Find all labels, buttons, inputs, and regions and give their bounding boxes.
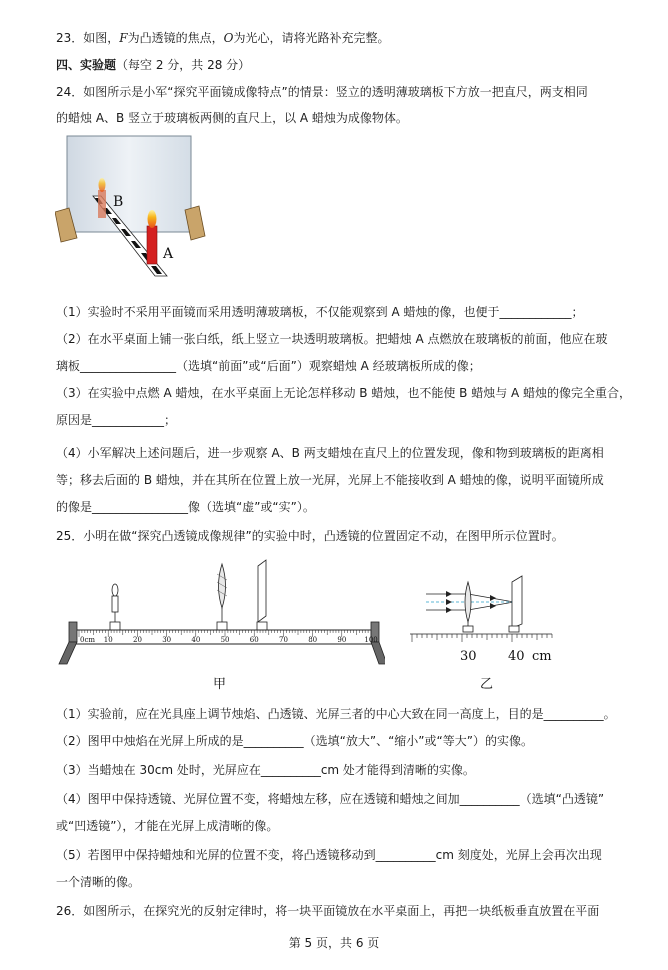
q25-part2: （2）图甲中烛焰在光屏上所成的是__________（选填“放大”、“缩小”或“等大”）的实像。 — [56, 734, 533, 748]
bench-tick-label: 60 — [249, 636, 259, 644]
q24-part4-line1: （4）小军解决上述问题后，进一步观察 A、B 两支蜡烛在直尺上的位置发现，像和物到玻璃板的距离相 — [56, 446, 604, 460]
optical-bench-figure — [55, 556, 385, 696]
convex-lens — [217, 564, 227, 630]
section-heading — [56, 57, 250, 73]
q26-line1: 26．如图所示，在探究光的反射定律时，将一块平面镜放在水平桌面上，再把一块纸板垂直放置在平面 — [56, 904, 600, 918]
ruler-label-40: 40 — [508, 649, 525, 664]
q25-part4-line1: （4）图甲中保持透镜、光屏位置不变，将蜡烛左移，应在透镜和蜡烛之间加__________（选填“凸透镜” — [56, 792, 605, 806]
bench-tick-label: 80 — [308, 636, 318, 644]
bench-tick-label: 100 — [364, 636, 378, 644]
q25-part5-line2: 一个清晰的像。 — [56, 875, 141, 889]
candle-a — [147, 210, 157, 264]
q24-part1: （1）实验时不采用平面镜而采用透明薄玻璃板，不仅能观察到 A 蜡烛的像，也便于____________； — [56, 305, 584, 319]
bench-tick-label: 50 — [220, 636, 230, 644]
candle-b — [98, 178, 106, 218]
q24-part2-line1: （2）在水平桌面上铺一张白纸，纸上竖立一块透明玻璃板。把蜡烛 A 点燃放在玻璃板的前面，他应在玻 — [56, 332, 608, 346]
glass-plate — [67, 136, 191, 232]
light-screen — [257, 560, 267, 630]
bench-tick-label: 10 — [103, 636, 113, 644]
figure-yi-caption: 乙 — [480, 677, 494, 692]
q25-part1: （1）实验前，应在光具座上调节烛焰、凸透镜、光屏三者的中心大致在同一高度上，目的是__________。 — [56, 707, 616, 721]
q25-part4-line2: 或“凹透镜”），才能在光屏上成清晰的像。 — [56, 819, 279, 833]
q24-part2-line2: 璃板________________（选填“前面”或“后面”）观察蜡烛 A 经玻璃板所成的像； — [56, 359, 481, 373]
mirror-candle-figure — [55, 130, 215, 280]
focus-symbol: F — [119, 31, 128, 45]
q24-part4-line3: 的像是________________像（选填“虚”或“实”）。 — [56, 500, 315, 514]
q25-part3: （3）当蜡烛在 30cm 处时，光屏应在__________cm 处才能得到清晰的实像。 — [56, 763, 475, 777]
screen-small — [509, 576, 522, 632]
section-title: 四、实验题 — [56, 58, 117, 72]
convex-lens-small — [463, 582, 473, 632]
candle-b-label: B — [113, 194, 124, 210]
section-score: （每空 2 分，共 28 分） — [116, 58, 251, 72]
bench-tick-label: 90 — [337, 636, 347, 644]
page-footer: 第 5 页，共 6 页 — [288, 936, 380, 950]
optical-center-symbol: O — [223, 31, 234, 45]
q25-part5-line1: （5）若图甲中保持蜡烛和光屏的位置不变，将凸透镜移动到__________cm 刻度处，光屏上会再次出现 — [56, 848, 602, 862]
bench-tick-label: 70 — [279, 636, 288, 644]
left-post — [69, 622, 77, 642]
ruler-unit: cm — [532, 649, 552, 664]
figure-jia-caption: 甲 — [213, 677, 227, 692]
q24-part3-line1: （3）在实验中点燃 A 蜡烛，在水平桌面上无论怎样移动 B 蜡烛，也不能使 B 蜡烛与 A 蜡烛的像完全重合， — [56, 386, 632, 400]
q24-part3-line2: 原因是____________； — [56, 413, 177, 427]
bench-tick-label: 30 — [162, 636, 172, 644]
q24-line2: 的蜡烛 A、B 竖立于玻璃板两侧的直尺上，以 A 蜡烛为成像物体。 — [56, 111, 408, 125]
q23-text: 23．如图，F为凸透镜的焦点，O为光心，请将光路补充完整。 — [56, 31, 390, 45]
left-leg — [59, 642, 77, 664]
right-stand — [185, 206, 205, 240]
ruler-ticks — [412, 634, 552, 642]
bench-tick-label: 40 — [191, 636, 201, 644]
q24-line1: 24．如图所示是小军“探究平面镜成像特点”的情景：竖立的透明薄玻璃板下方放一把直尺，两支相同 — [56, 85, 588, 99]
q24-part4-line2: 等；移去后面的 B 蜡烛，并在其所在位置上放一光屏，光屏上不能接收到 A 蜡烛的像，说明平面镜所成 — [56, 473, 604, 487]
right-leg — [371, 642, 385, 664]
bench-unit-label: 0cm — [80, 636, 96, 644]
bench-tick-label: 20 — [133, 636, 142, 644]
lens-ray-figure — [406, 568, 556, 696]
candle-a-label: A — [163, 246, 174, 262]
ruler-label-30: 30 — [460, 649, 477, 664]
q25-line1: 25．小明在做“探究凸透镜成像规律”的实验中时，凸透镜的位置固定不动，在图甲所示位置时。 — [56, 529, 564, 543]
candle — [110, 584, 120, 630]
